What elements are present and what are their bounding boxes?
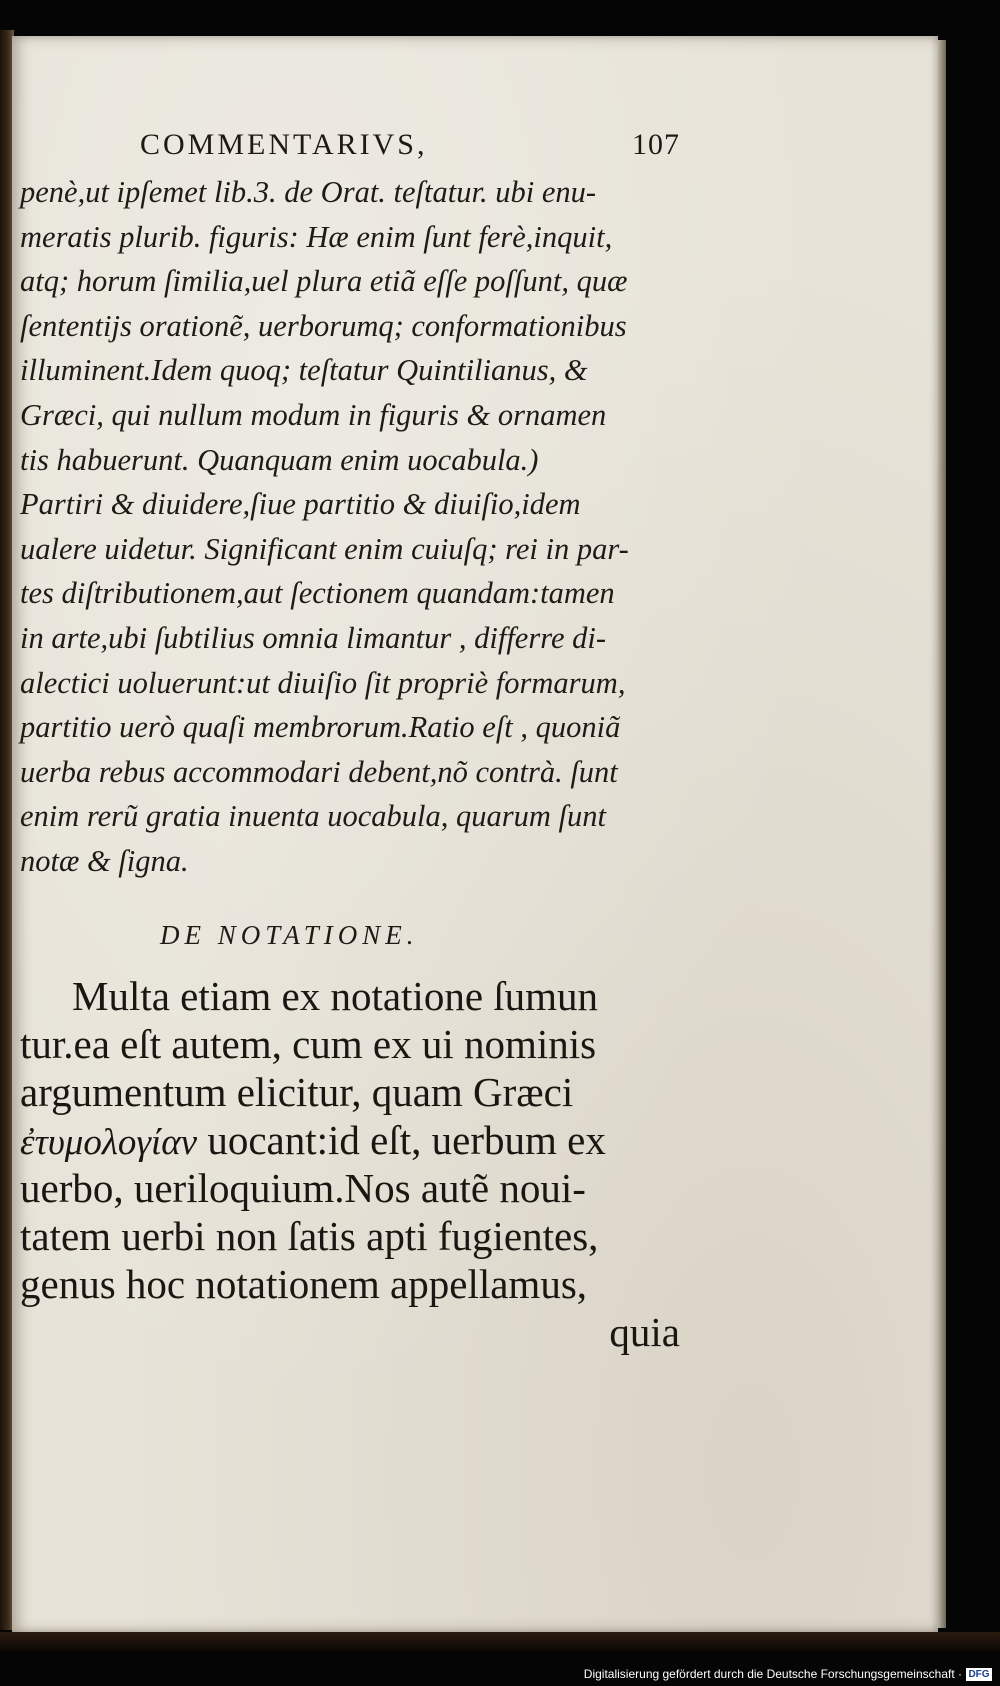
text-line: illuminent.Idem quoq; teſtatur Quintilianus, & (20, 353, 588, 388)
digitization-credit (584, 1665, 992, 1683)
text-line: atq; horum ſimilia,uel plura etiã eſſe poſſunt, quæ (20, 264, 628, 299)
text-line: enim rerũ gratia inuenta uocabula, quarum ſunt (20, 799, 606, 834)
catchword: quia (609, 1309, 680, 1355)
text-line: in arte,ubi ſubtilius omnia limantur , differre di- (20, 620, 606, 655)
text-line: argumentum elicitur, quam Græci (20, 1069, 574, 1115)
text-line: tes diſtributionem,aut ſectionem quandam:tamen (20, 576, 615, 611)
commentary-text-block (20, 170, 680, 884)
text-line: partitio uerò quaſi membrorum.Ratio eſt , quoniã (20, 710, 621, 745)
text-line: uerbo, ueriloquium.Nos autẽ noui- (20, 1165, 586, 1211)
text-line: Partiri & diuidere,ſiue partitio & diuiſio,idem (20, 487, 581, 522)
book-bottom-edge (0, 1632, 1000, 1652)
text-line: tis habuerunt. Quanquam enim uocabula.) (20, 442, 539, 477)
page-number: 107 (632, 128, 680, 161)
text-line: alectici uoluerunt:ut diuiſio ſit propriè formarum, (20, 665, 626, 700)
running-head-title: COMMENTARIVS, (140, 128, 428, 161)
text-line: notæ & ſigna. (20, 843, 189, 878)
credit-text: Digitalisierung gefördert durch die Deutsche Forschungsgemeinschaft · (583, 1667, 962, 1681)
dfg-logo-icon: DFG (966, 1668, 992, 1681)
page-right-edge (938, 40, 946, 1628)
text-line: genus hoc notationem appellamus, (20, 1261, 588, 1307)
text-line: meratis plurib. figuris: Hæ enim ſunt ferè,inquit, (20, 219, 613, 254)
section-heading: DE NOTATIONE. (160, 920, 419, 950)
text-line: ualere uidetur. Significant enim cuiuſq; rei in par- (20, 531, 629, 566)
text-line: penè,ut ipſemet lib.3. de Orat. teſtatur. ubi enu- (20, 175, 597, 209)
main-text-block (20, 972, 680, 1356)
greek-word: ἐτυμολογίαν (20, 1122, 198, 1163)
text-line: Multa etiam ex notatione ſumun (72, 973, 599, 1019)
text-line: uerba rebus accommodari debent,nõ contrà. ſunt (20, 754, 618, 789)
text-line-greek (20, 1116, 680, 1164)
text-fragment: uocant:id eſt, uerbum ex (197, 1117, 606, 1163)
running-head (140, 128, 680, 164)
text-line: Græci, qui nullum modum in figuris & ornamen (20, 397, 607, 432)
text-line: ſententijs orationẽ, uerborumq; conformationibus (20, 308, 627, 343)
text-line: tatem uerbi non ſatis apti fugientes, (20, 1213, 599, 1259)
text-line: tur.ea eſt autem, cum ex ui nominis (20, 1021, 597, 1067)
